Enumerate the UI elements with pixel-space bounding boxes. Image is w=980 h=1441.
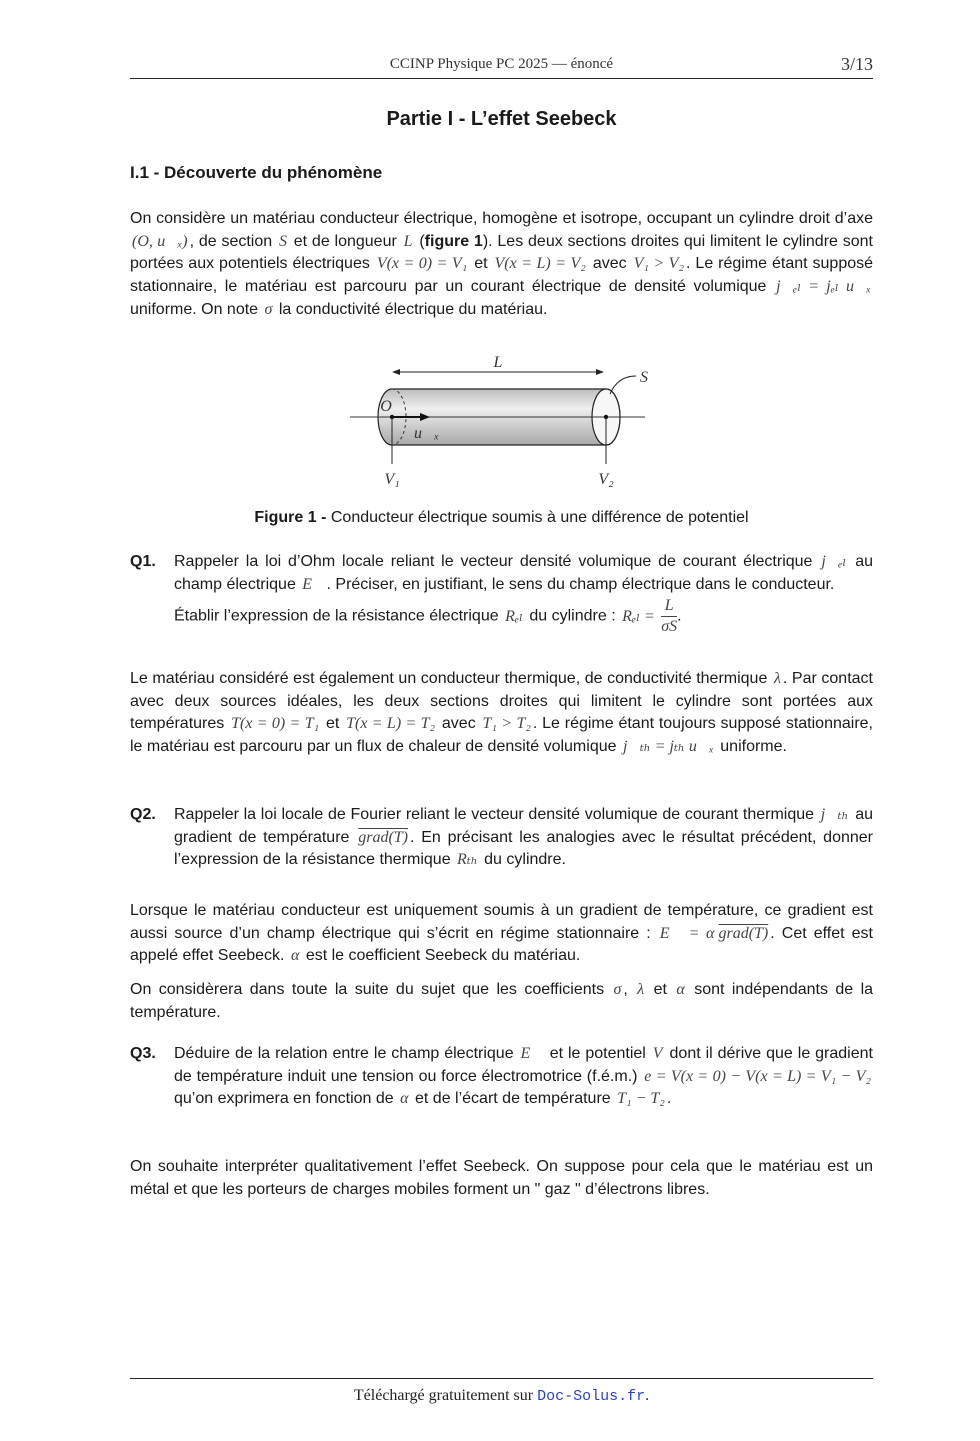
label-ux: u⃗ₓ <box>414 425 439 442</box>
paragraph-thermal: Le matériau considéré est également un conducteur thermique, de conductivité thermique λ . Par contact avec deux sources idéales, les deux sections droites qui limitent le cylindre sont portées aux températures T(x = 0) = T₁ et T(x = L) = T₂ avec T₁ > T₂ . Le régime étant toujours supposé stationnaire, le matériau est parcouru par un flux de chaleur de densité volumique j⃗ₜₕ = jₜₕ u⃗ₓ uniforme. <box>130 670 873 756</box>
question-label: Q1. <box>130 553 156 570</box>
paragraph-coefficients: On considèrera dans toute la suite du sujet que les coefficients σ , λ et α sont indépendants de la température. <box>130 981 874 1021</box>
part-title: Partie I - L’effet Seebeck <box>386 108 617 130</box>
question-2: Q2. Rappeler la loi locale de Fourier reliant le vecteur densité volumique de courant thermique j⃗ₜₕ au gradient de température grad(T) . En précisant les analogies avec le résultat précédent, donner l’expression de la résistance thermique Rₜₕ du cylindre. <box>130 806 874 869</box>
label-O: O <box>380 398 392 415</box>
math-V1: V(x = 0) = V₁ <box>376 255 468 273</box>
section-leader <box>610 376 636 394</box>
figure-reference: figure 1 <box>424 232 483 250</box>
math-sigma: σ <box>264 300 273 318</box>
footer-text: Téléchargé gratuitement sur <box>353 1387 534 1404</box>
label-S: S <box>640 369 648 386</box>
page-header <box>130 52 873 79</box>
math-current-density: j⃗ₑₗ = jₑₗ u⃗ₓ <box>776 278 872 296</box>
math-V-inequality: V₁ > V₂ <box>633 255 685 273</box>
question-label: Q3. <box>130 1045 156 1062</box>
page-footer: Téléchargé gratuitement sur Doc-Solus.fr. <box>130 1378 873 1379</box>
section-title: I.1 - Découverte du phénomène <box>130 163 383 182</box>
cylinder-diagram <box>340 350 660 500</box>
header-title: CCINP Physique PC 2025 — énoncé <box>389 56 614 72</box>
math-axis: (O, u⃗ₓ) <box>132 232 188 250</box>
label-V2: V₂ <box>598 471 614 488</box>
paragraph-intro: On considère un matériau conducteur électrique, homogène et isotrope, occupant un cylindre droit d’axe (O, u⃗ₓ) , de section S et de longueur L (figure 1). Les deux sections droites qui limitent le cylindre sont portées aux potentiels électriques V(x = 0) = V₁ et V(x = L) = V₂ avec V₁ > V₂ . Le régime étant supposé stationnaire, le matériau est parcouru par un courant électrique de densité volumique j⃗ₑₗ = jₑₗ u⃗ₓ uniforme. On note σ la conductivité électrique du matériau. <box>130 210 874 318</box>
question-label: Q2. <box>130 806 156 823</box>
figure-1-cylinder <box>340 350 660 500</box>
label-L: L <box>493 354 503 371</box>
doc-solus-link[interactable]: Doc-Solus.fr <box>537 1388 646 1405</box>
question-1: Q1. Rappeler la loi d’Ohm locale reliant le vecteur densité volumique de courant électrique j⃗ₑₗ au champ électrique E⃗ . Préciser, en justifiant, le sens du champ électrique dans le conducteur. Établir l’expression de la résistance électrique Rₑₗ du cylindre : Rₑₗ = $\frac{L}{\sigma S}$ . <box>130 553 873 636</box>
math-V2: V(x = L) = V₂ <box>494 255 586 273</box>
question-3: Q3. Déduire de la relation entre le champ électrique E⃗ et le potentiel V dont il dérive que le gradient de température induit une tension ou force électromotrice (f.é.m.) e = V(x = 0) − V(x = L) = V₁ − V₂ qu’on exprimera en fonction de α et de l’écart de température T₁ − T₂ . <box>130 1045 873 1108</box>
math-L: L <box>403 232 413 250</box>
label-V1: V₁ <box>384 471 400 488</box>
figure-caption: Figure 1 - Conducteur électrique soumis à une différence de potentiel <box>254 509 749 526</box>
paragraph-interpretation: On souhaite interpréter qualitativement l’effet Seebeck. On suppose pour cela que le matériau est un métal et que les porteurs de charges mobiles forment un " gaz " d’électrons libres. <box>130 1158 873 1198</box>
paragraph-seebeck: Lorsque le matériau conducteur est uniquement soumis à un gradient de température, ce gradient est aussi source d’un champ électrique qui s’écrit en régime stationnaire : E⃗ = α grad(T) . Cet effet est appelé effet Seebeck. α est le coefficient Seebeck du matériau. <box>130 902 873 965</box>
resistance-fraction: $\frac{L}{\sigma S}$ <box>661 597 678 636</box>
page-number: 3/13 <box>840 54 873 74</box>
math-S: S <box>278 232 287 250</box>
